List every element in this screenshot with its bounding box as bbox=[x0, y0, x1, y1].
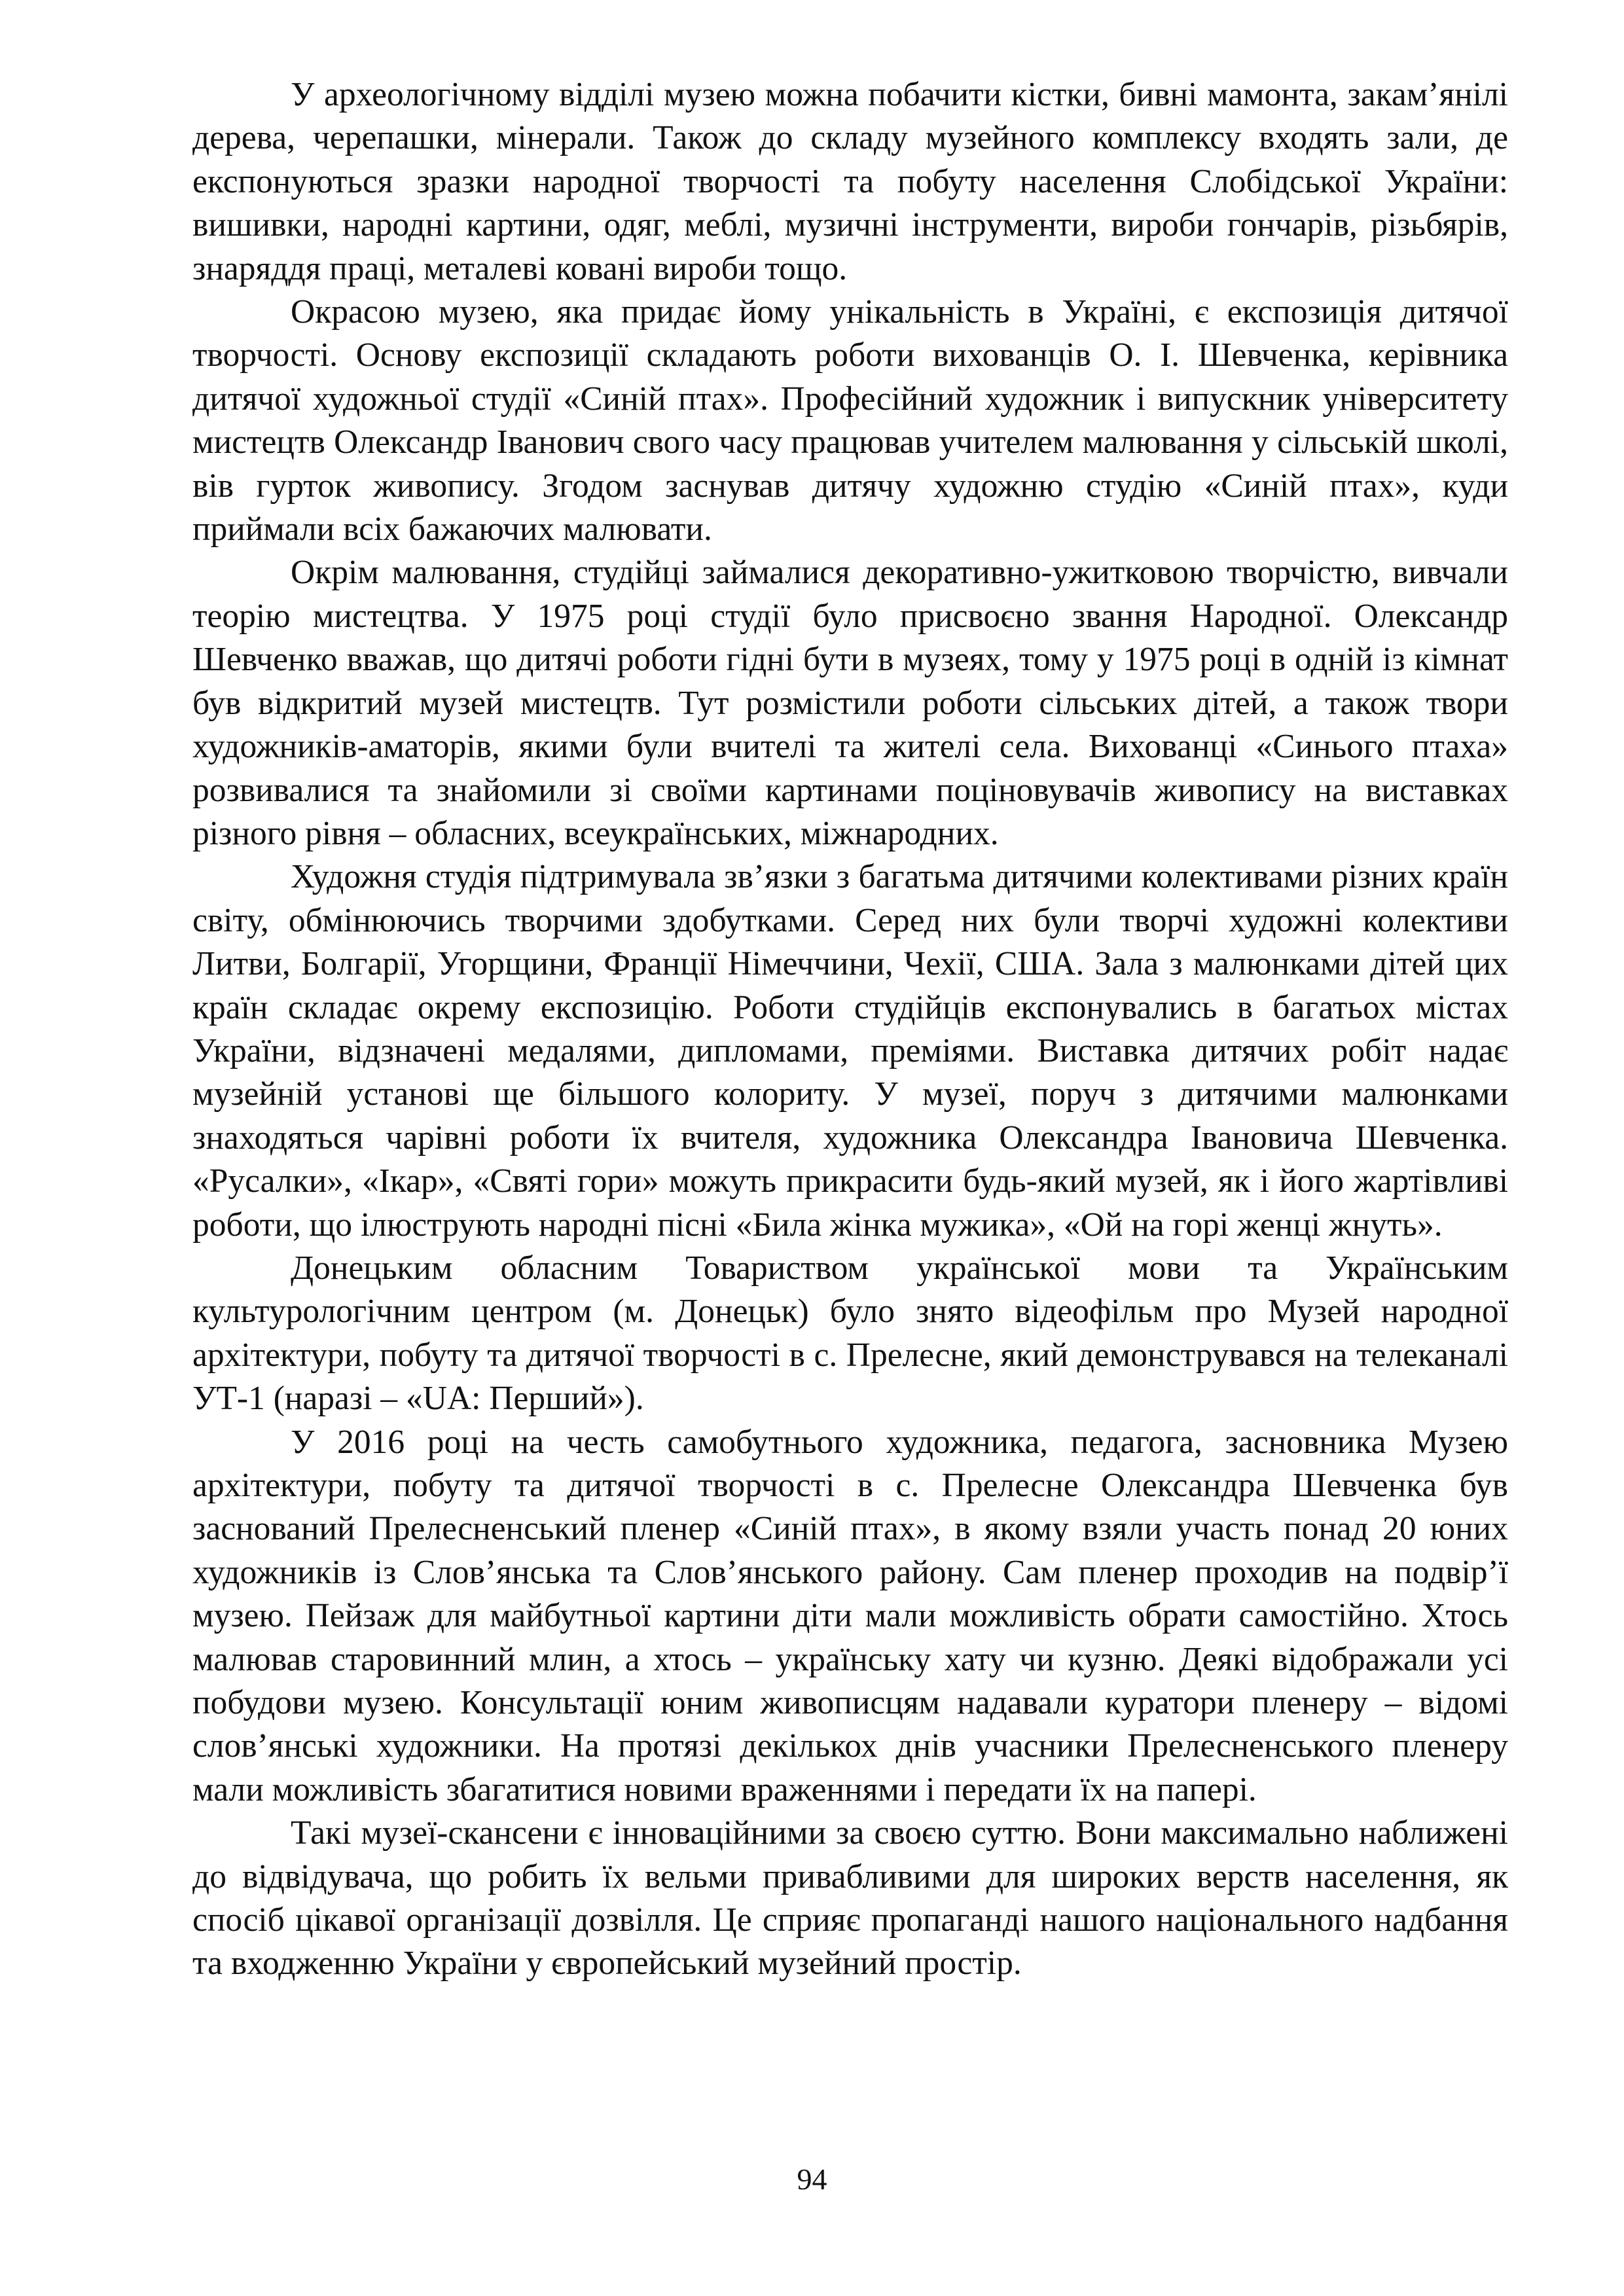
paragraph-studio-history: Окрім малювання, студійці займалися декоративно-ужитковою творчістю, вивчали теорію мистецтва. У 1975 році студії було присвоєно звання Народної. Олександр Шевченко вважав, що дитячі роботи гідні бути в музеях, тому у 1975 році в одній із кімнат був відкритий музей мистецтв. Тут розмістили роботи сільських дітей, а також твори художників-аматорів, якими були вчителі та жителі села. Вихованці «Синього птаха» розвивалися та знайомили зі своїми картинами поціновувачів живопису на виставках різного рівня – обласних, всеукраїнських, міжнародних. bbox=[192, 554, 1508, 852]
paragraph-video-film: Донецьким обласним Товариством української мови та Українським культурологічним центром (м. Донецьк) було знято відеофільм про Музей народної архітектури, побуту та дитячої творчості в с. Прелесне, який демонструвався на телеканалі УТ-1 (наразі – «UA: Перший»). bbox=[192, 1249, 1508, 1418]
paragraph-plein-air-2016: У 2016 році на честь самобутнього художника, педагога, засновника Музею архітектури, побуту та дитячої творчості в с. Прелесне Олександра Шевченка був заснований Прелесненський пленер «Синій птах», в якому взяли участь понад 20 юних художників із Слов’янська та Слов’янського району. Сам пленер проходив на подвір’ї музею. Пейзаж для майбутньої картини діти мали можливість обрати самостійно. Хтось малював старовинний млин, а хтось – українську хату чи кузню. Деякі відображали усі побудови музею. Консультації юним живописцям надавали куратори пленеру – відомі слов’янські художники. На протязі декількох днів учасники Прелесненського пленеру мали можливість збагатитися новими враженнями і передати їх на папері. bbox=[192, 1423, 1508, 1808]
paragraph-archaeology: У археологічному відділі музею можна побачити кістки, бивні мамонта, закам’янілі дерева, черепашки, мінерали. Також до складу музейного комплексу входять зали, де експонуються зразки народної творчості та побуту населення Слобідської України: вишивки, народні картини, одяг, меблі, музичні інструменти, вироби гончарів, різьбярів, знаряддя праці, металеві ковані вироби тощо. bbox=[192, 76, 1508, 287]
body-text bbox=[192, 73, 1508, 1986]
paragraph-children-exposition: Окрасою музею, яка придає йому унікальність в Україні, є експозиція дитячої творчості. Основу експозиції складають роботи вихованців О. І. Шевченка, керівника дитячої художньої студії «Синій птах». Професійний художник і випускник університету мистецтв Олександр Іванович свого часу працював учителем малювання у сільській школі, вів гурток живопису. Згодом заснував дитячу художню студію «Синій птах», куди приймали всіх бажаючих малювати. bbox=[192, 293, 1508, 548]
page-number: 94 bbox=[797, 2162, 827, 2196]
paragraph-skansen-conclusion: Такі музеї-скансени є інноваційними за своєю суттю. Вони максимально наближені до відвідувача, що робить їх вельми привабливими для широких верств населення, як спосіб цікавої організації дозвілля. Це сприяє пропаганді нашого національного надбання та входженню України у європейський музейний простір. bbox=[192, 1814, 1508, 1982]
paragraph-international-links: Художня студія підтримувала зв’язки з багатьма дитячими колективами різних країн світу, обмінюючись творчими здобутками. Серед них були творчі художні колективи Литви, Болгарії, Угорщини, Франції Німеччини, Чехії, США. Зала з малюнками дітей цих країн складає окрему експозицію. Роботи студійців експонувались в багатьох містах України, відзначені медалями, дипломами, преміями. Виставка дитячих робіт надає музейній установі ще більшого колориту. У музеї, поруч з дитячими малюнками знаходяться чарівні роботи їх вчителя, художника Олександра Івановича Шевченка. «Русалки», «Ікар», «Святі гори» можуть прикрасити будь-який музей, як і його жартівливі роботи, що ілюструють народні пісні «Била жінка мужика», «Ой на горі женці жнуть». bbox=[192, 858, 1508, 1244]
